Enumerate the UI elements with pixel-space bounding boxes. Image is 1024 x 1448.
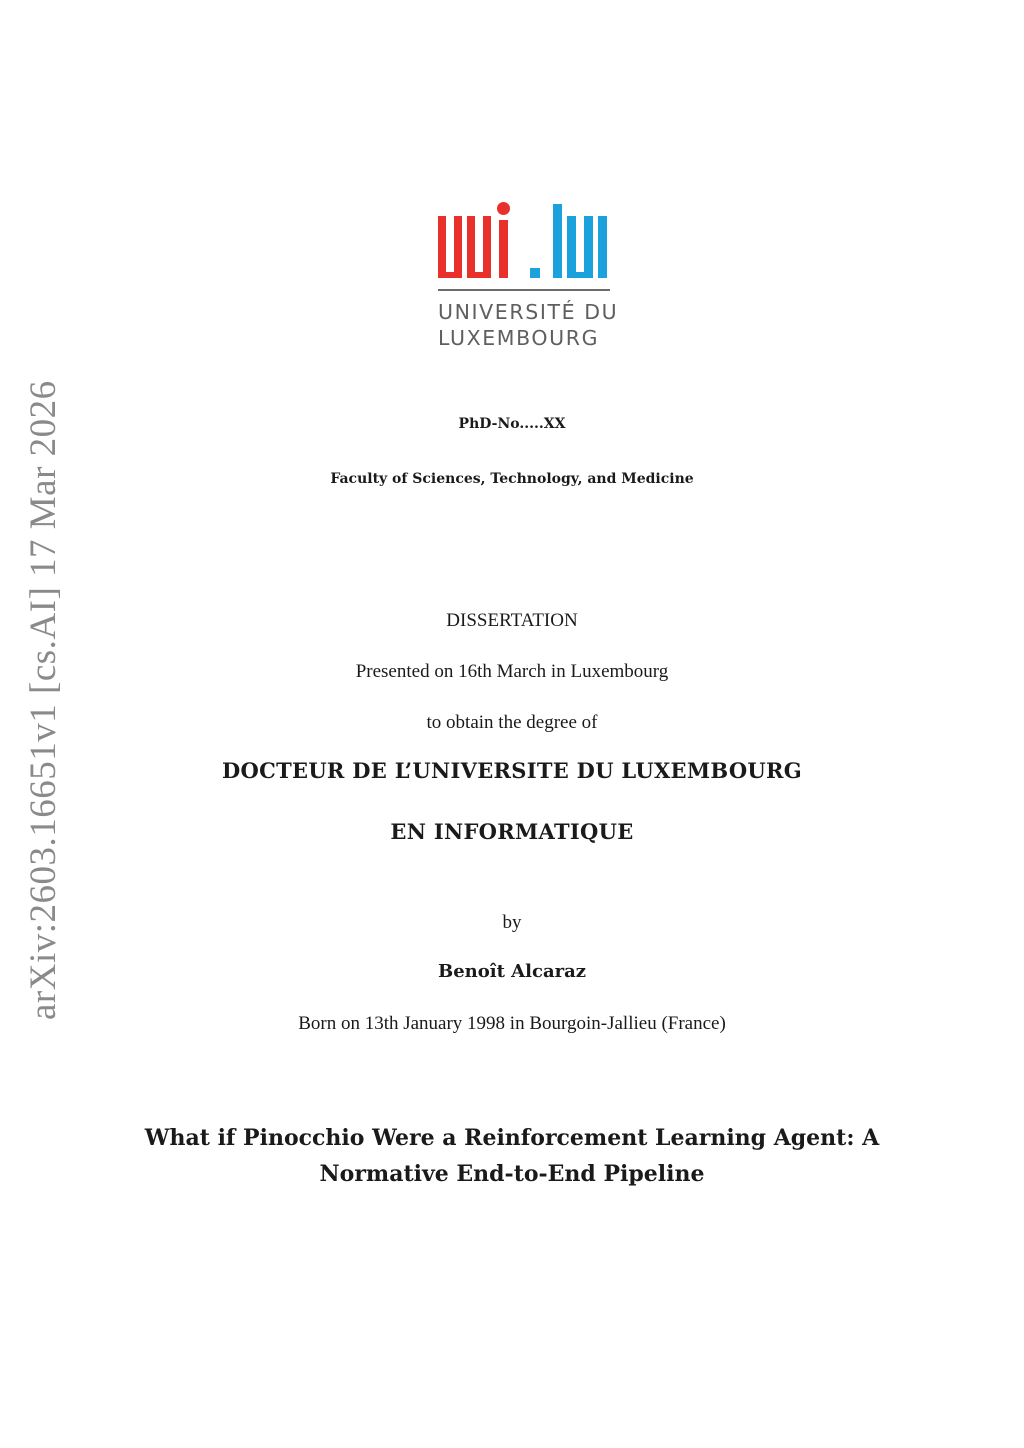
author-name: Benoît Alcaraz xyxy=(438,961,586,982)
degree-title: DOCTEUR DE L’UNIVERSITE DU LUXEMBOURG xyxy=(221,758,803,783)
thesis-title xyxy=(0,1120,1024,1192)
phd-number: PhD-No.....XX xyxy=(458,416,566,432)
presentation-date-line: Presented on 16th March in Luxembourg xyxy=(355,661,669,682)
logo-divider-line xyxy=(438,289,610,291)
uni-lu-wordmark-logo xyxy=(436,200,612,282)
faculty-name: Faculty of Sciences, Technology, and Medicine xyxy=(330,471,694,487)
thesis-title-line-1: What if Pinocchio Were a Reinforcement Learning Agent: A xyxy=(144,1125,880,1151)
degree-field: EN INFORMATIQUE xyxy=(390,819,634,844)
arxiv-identifier-stamp: arXiv:2603.16651v1 [cs.AI] 17 Mar 2026 xyxy=(23,380,64,1020)
obtain-degree-line: to obtain the degree of xyxy=(426,712,598,733)
by-label: by xyxy=(502,912,522,933)
thesis-title-line-2: Normative End-to-End Pipeline xyxy=(319,1161,705,1187)
university-logo xyxy=(436,200,619,352)
dissertation-label: DISSERTATION xyxy=(446,610,578,631)
logo-name-line-1: UNIVERSITÉ DU xyxy=(438,300,619,324)
logo-name-line-2: LUXEMBOURG xyxy=(438,326,600,350)
logo-university-name xyxy=(438,299,618,351)
author-birth-line: Born on 13th January 1998 in Bourgoin-Jallieu (France) xyxy=(298,1013,726,1034)
